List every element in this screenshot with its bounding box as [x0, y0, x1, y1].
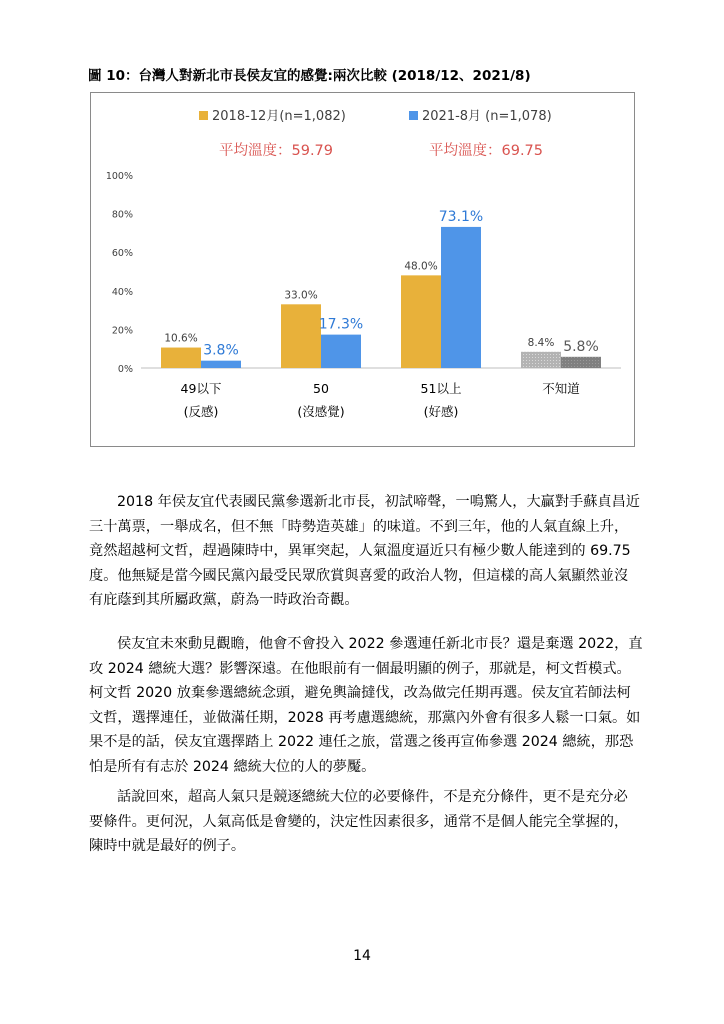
paragraph-line: 攻 2024 總統大選？影響深遠。在他眼前有一個最明顯的例子，那就是，柯文哲模式。 [89, 660, 631, 677]
x-category-label: 49以下 [180, 381, 222, 396]
data-label: 48.0% [404, 260, 438, 273]
data-label: 73.1% [438, 208, 484, 225]
y-tick-label: 100% [105, 171, 133, 182]
paragraph-line: 侯友宜未來動見觀瞻，他會不會投入 2022 參選連任新北市長？還是棄選 2022，直 [117, 636, 643, 652]
paragraph-line: 怕是所有有志於 2024 總統大位的人的夢魘。 [89, 758, 376, 775]
paragraph-line: 柯文哲 2020 放棄參選總統念頭，避免輿論撻伐，改為做完任期再選。侯友宜若師法柯 [89, 685, 631, 701]
data-label: 17.3% [318, 316, 364, 333]
data-label: 10.6% [164, 332, 198, 345]
paragraph-line: 三十萬票，一舉成名，但不無「時勢造英雄」的味道。不到三年，他的人氣直線上升， [89, 518, 629, 535]
paragraph-line: 文哲，選擇連任，並做滿任期，2028 再考慮選總統，那黨內外會有很多人鬆一口氣。如 [89, 709, 641, 726]
bar [201, 361, 241, 368]
bar [321, 335, 361, 368]
legend-swatch [409, 111, 418, 120]
bar-chart [91, 93, 636, 448]
mean-temperature-label: 平均溫度：59.79 [219, 143, 334, 159]
legend-label: 2018-12月(n=1,082) [212, 109, 346, 124]
paragraph-line: 度。他無疑是當今國民黨內最受民眾欣賞與喜愛的政治人物，但這樣的高人氣顯然並沒 [89, 567, 629, 584]
data-label: 3.8% [203, 342, 239, 359]
bar [441, 227, 481, 368]
mean-temperature-label: 平均溫度：69.75 [429, 143, 544, 159]
x-category-label: 51以上 [420, 381, 462, 396]
data-label: 5.8% [563, 338, 599, 355]
paragraph-line: 2018 年侯友宜代表國民黨參選新北市長，初試啼聲，一鳴驚人，大贏對手蘇貞昌近 [117, 494, 640, 510]
paragraph-line: 竟然超越柯文哲，趕過陳時中，異軍突起，人氣溫度逼近只有極少數人能達到的 69.75 [89, 543, 631, 559]
paragraph-2 [89, 632, 643, 779]
bar [401, 275, 441, 368]
bar [521, 352, 561, 368]
legend-swatch [199, 111, 208, 120]
bar [161, 348, 201, 368]
y-tick-label: 0% [117, 364, 133, 375]
y-tick-label: 20% [111, 325, 133, 337]
figure-title: 圖 10：台灣人對新北市長侯友宜的感覺:兩次比較 (2018/12、2021/8) [88, 68, 531, 84]
paragraph-line: 話說回來，超高人氣只是競逐總統大位的必要條件，不是充分條件，更不是充分必 [117, 789, 628, 805]
chart-frame [90, 92, 635, 447]
paragraph-3 [89, 785, 637, 859]
legend-label: 2021-8月 (n=1,078) [422, 109, 552, 124]
x-category-sublabel: (沒感覺) [297, 404, 345, 419]
bar [281, 304, 321, 368]
x-category-sublabel: (反感) [183, 404, 219, 419]
data-label: 33.0% [284, 289, 318, 302]
x-category-label: 50 [313, 381, 329, 396]
x-category-sublabel: (好感) [423, 404, 459, 419]
paragraph-1 [89, 490, 640, 613]
y-tick-label: 60% [111, 248, 133, 260]
x-category-label: 不知道 [542, 381, 580, 396]
page-number: 14 [353, 948, 371, 964]
bar [561, 357, 601, 368]
paragraph-line: 陳時中就是最好的例子。 [89, 838, 246, 854]
paragraph-line: 要條件。更何況，人氣高低是會變的，決定性因素很多，通常不是個人能完全掌握的， [89, 813, 629, 830]
paragraph-line: 果不是的話，侯友宜選擇踏上 2022 連任之旅，當選之後再宣佈參選 2024 總統，那恐 [89, 734, 634, 750]
data-label: 8.4% [527, 336, 555, 349]
y-tick-label: 80% [111, 209, 133, 221]
paragraph-line: 有庇蔭到其所屬政黨，蔚為一時政治奇觀。 [89, 592, 359, 608]
y-tick-label: 40% [111, 286, 133, 298]
